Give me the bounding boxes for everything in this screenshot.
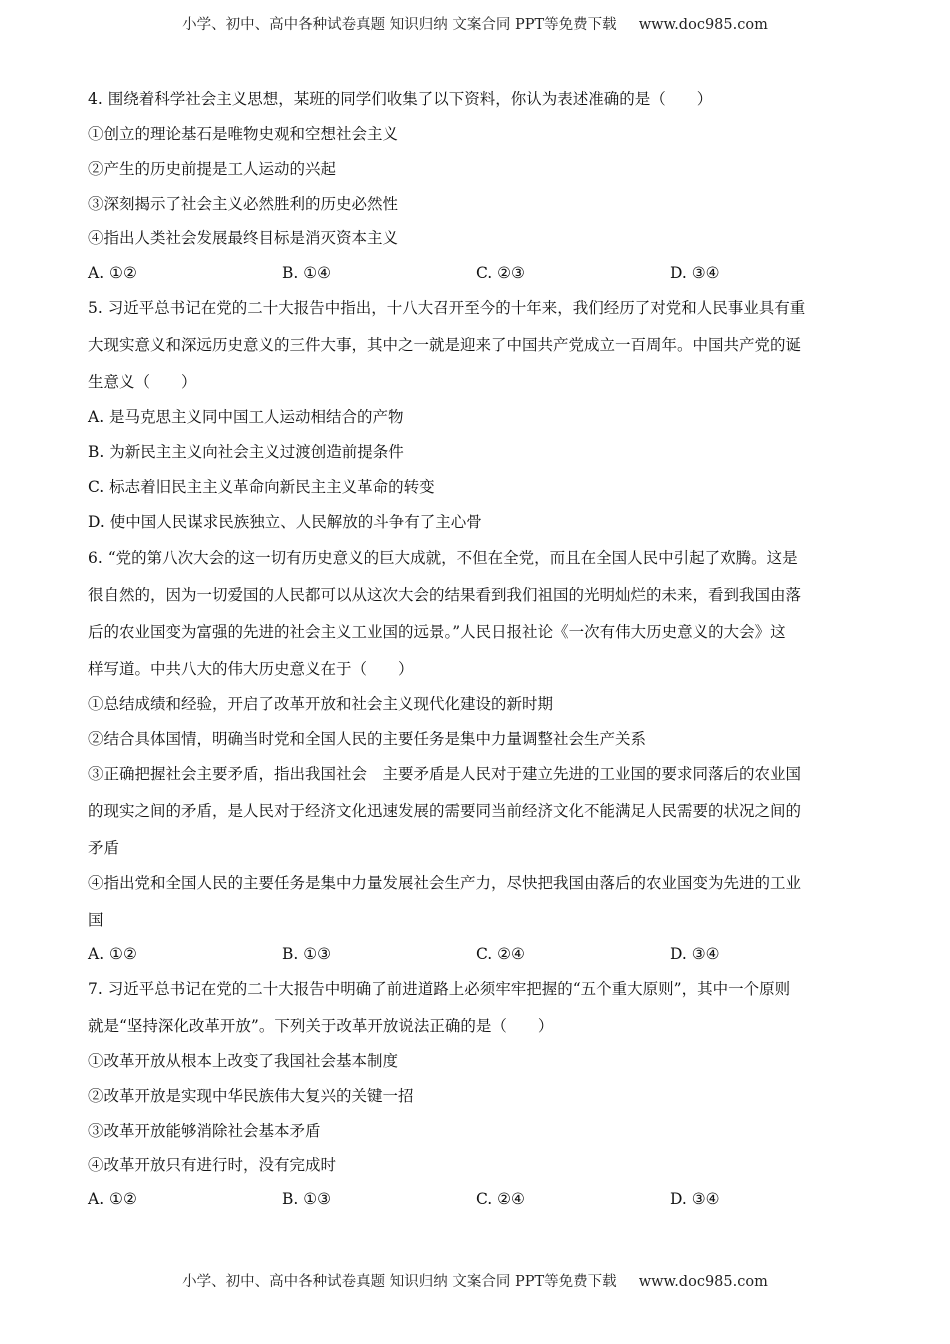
q6-option-d: D. ③④ (670, 945, 720, 963)
q7-option-c: C. ②④ (476, 1190, 525, 1208)
q5-option-d: D. 使中国人民谋求民族独立、人民解放的斗争有了主心骨 (88, 513, 482, 531)
q7-item-1: ①改革开放从根本上改变了我国社会基本制度 (88, 1052, 399, 1070)
q5-option-b: B. 为新民主主义向社会主义过渡创造前提条件 (88, 443, 404, 461)
footer-site-link[interactable]: www.doc985.com (638, 1274, 768, 1290)
q7-option-b: B. ①③ (282, 1190, 332, 1208)
q7-item-2: ②改革开放是实现中华民族伟大复兴的关键一招 (88, 1087, 414, 1105)
q4-option-b: B. ①④ (282, 264, 332, 282)
q6-option-c: C. ②④ (476, 945, 525, 963)
header-text: 小学、初中、高中各种试卷真题 知识归纳 文案合同 PPT等免费下载 (182, 17, 617, 33)
q6-item-3-line-3: 矛盾 (88, 839, 120, 857)
q4-option-d: D. ③④ (670, 264, 720, 282)
q4-item-2: ②产生的历史前提是工人运动的兴起 (88, 160, 337, 178)
q6-item-4-line-1: ④指出党和全国人民的主要任务是集中力量发展社会生产力，尽快把我国由落后的农业国变为先进的工业 (88, 874, 802, 892)
q7-stem-line-2: 就是“坚持深化改革开放”。下列关于改革开放说法正确的是（ ） (88, 1017, 554, 1035)
q6-option-a: A. ①② (88, 945, 137, 963)
q6-stem-line-1: 6. “党的第八次大会的这一切有历史意义的巨大成就，不但在全党，而且在全国人民中引起了欢腾。这是 (88, 549, 798, 567)
q6-stem-line-3: 后的农业国变为富强的先进的社会主义工业国的远景。”人民日报社论《一次有伟大历史意义的大会》这 (88, 623, 786, 641)
q4-options (88, 262, 864, 284)
q6-item-1: ①总结成绩和经验，开启了改革开放和社会主义现代化建设的新时期 (88, 695, 554, 713)
header-site-link[interactable]: www.doc985.com (638, 17, 768, 33)
q6-stem-line-2: 很自然的，因为一切爱国的人民都可以从这次大会的结果看到我们祖国的光明灿烂的未来，看到我国由落 (88, 586, 802, 604)
q6-option-b: B. ①③ (282, 945, 332, 963)
q7-option-a: A. ①② (88, 1190, 137, 1208)
q6-item-2: ②结合具体国情，明确当时党和全国人民的主要任务是集中力量调整社会生产关系 (88, 730, 647, 748)
q7-stem-line-1: 7. 习近平总书记在党的二十大报告中明确了前进道路上必须牢牢把握的“五个重大原则”，其中一个原则 (88, 980, 791, 998)
q5-stem-line-3: 生意义（ ） (88, 373, 197, 391)
q7-option-d: D. ③④ (670, 1190, 720, 1208)
q6-item-4-line-2: 国 (88, 911, 104, 929)
q4-item-3: ③深刻揭示了社会主义必然胜利的历史必然性 (88, 195, 399, 213)
footer-text: 小学、初中、高中各种试卷真题 知识归纳 文案合同 PPT等免费下载 (182, 1274, 617, 1290)
q4-stem: 4. 围绕着科学社会主义思想，某班的同学们收集了以下资料，你认为表述准确的是（ ） (88, 90, 713, 108)
q6-item-3-line-1: ③正确把握社会主要矛盾，指出我国社会 主要矛盾是人民对于建立先进的工业国的要求同落后的农业国 (88, 765, 802, 783)
q4-item-1: ①创立的理论基石是唯物史观和空想社会主义 (88, 125, 399, 143)
q4-option-a: A. ①② (88, 264, 137, 282)
q4-item-4: ④指出人类社会发展最终目标是消灭资本主义 (88, 229, 399, 247)
page-header (0, 13, 950, 34)
q4-option-c: C. ②③ (476, 264, 525, 282)
q7-options (88, 1188, 864, 1210)
q7-item-4: ④改革开放只有进行时，没有完成时 (88, 1156, 337, 1174)
q7-item-3: ③改革开放能够消除社会基本矛盾 (88, 1122, 321, 1140)
q5-option-c: C. 标志着旧民主主义革命向新民主主义革命的转变 (88, 478, 435, 496)
q5-option-a: A. 是马克思主义同中国工人运动相结合的产物 (88, 408, 404, 426)
page-footer (0, 1270, 950, 1291)
q6-stem-line-4: 样写道。中共八大的伟大历史意义在于（ ） (88, 660, 414, 678)
q6-options (88, 943, 864, 965)
q5-stem-line-1: 5. 习近平总书记在党的二十大报告中指出，十八大召开至今的十年来，我们经历了对党和人民事业具有重 (88, 299, 806, 317)
q5-stem-line-2: 大现实意义和深远历史意义的三件大事，其中之一就是迎来了中国共产党成立一百周年。中国共产党的诞 (88, 336, 802, 354)
q6-item-3-line-2: 的现实之间的矛盾，是人民对于经济文化迅速发展的需要同当前经济文化不能满足人民需要的状况之间的 (88, 802, 802, 820)
